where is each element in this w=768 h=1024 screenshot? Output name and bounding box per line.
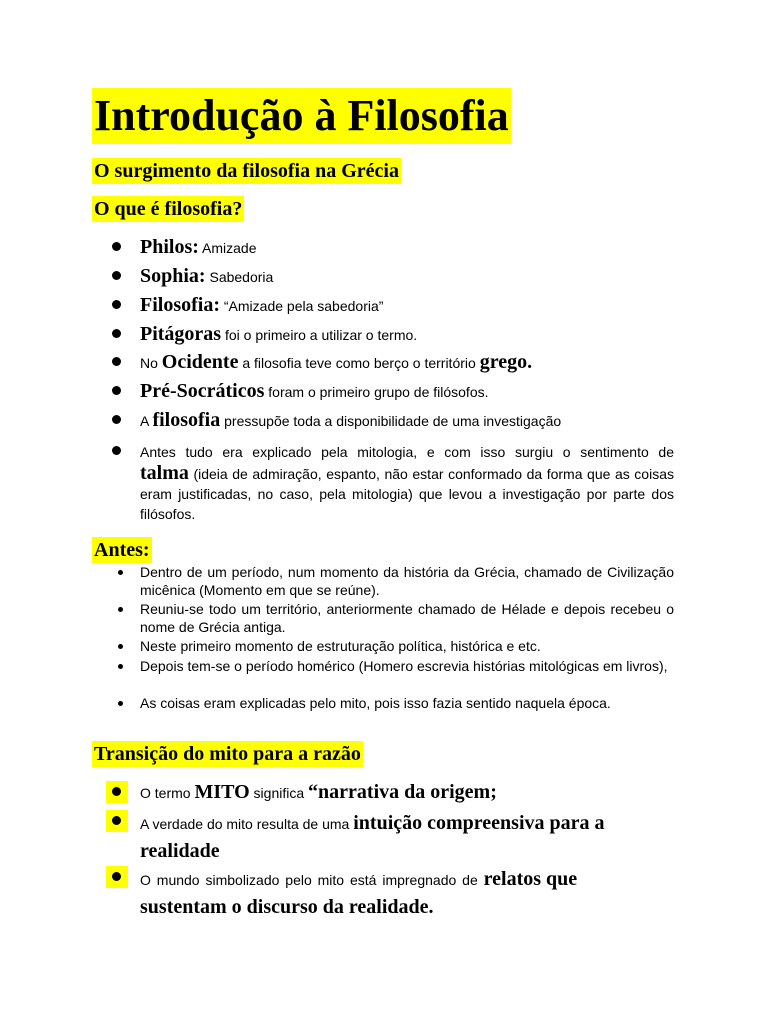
term-philos: Philos: [140, 236, 199, 258]
item-text: “Amizade pela sabedoria” [220, 298, 384, 314]
bullet-icon [118, 701, 123, 706]
term-talma: talma [140, 462, 189, 484]
item-text: Amizade [198, 240, 257, 256]
item-text: Sabedoria [205, 269, 274, 285]
bullet-icon [112, 329, 121, 338]
bullet-icon [112, 300, 121, 309]
item-text: A verdade do mito resulta de uma [140, 816, 354, 832]
item-text: Neste primeiro momento de estruturação política, histórica e etc. [140, 638, 541, 654]
item-text: O mundo simbolizado pelo mito está impregnado de [140, 872, 484, 888]
item-text: As coisas eram explicadas pelo mito, pois isso fazia sentido naquela época. [140, 695, 611, 711]
term-filosofia-2: filosofia [152, 409, 221, 431]
bullet-icon [118, 607, 123, 612]
term-sustentam: sustentam o discurso da realidade. [140, 896, 434, 918]
item-text: a filosofia teve como berço o território [238, 355, 480, 371]
term-grego: grego. [479, 351, 533, 373]
highlight-bullet [106, 781, 128, 803]
term-sophia: Sophia: [140, 265, 206, 287]
section-heading-transicao: Transição do mito para a razão [94, 743, 361, 765]
term-relatos: relatos que [483, 868, 578, 890]
item-text: significa [249, 785, 309, 801]
section-heading-antes: Antes: [94, 539, 150, 561]
item-text: No [140, 355, 162, 371]
bullet-icon [118, 570, 123, 575]
item-text: A [140, 413, 153, 429]
item-text: O termo [140, 785, 195, 801]
term-realidade: realidade [140, 840, 220, 862]
bullet-icon [112, 787, 121, 796]
bullet-icon [112, 872, 121, 881]
bullet-icon [118, 644, 123, 649]
term-narrativa: “narrativa da origem; [308, 781, 497, 803]
term-filosofia: Filosofia: [140, 294, 220, 316]
item-text: foram o primeiro grupo de filósofos. [264, 384, 489, 400]
item-text-line1: Antes tudo era explicado pela mitologia, e com isso surgiu o sentimento de [140, 444, 674, 460]
item-text: Dentro de um período, num momento da história da Grécia, chamado de Civilização micênica (Momento em que se reúne). [140, 564, 674, 598]
term-pitagoras: Pitágoras [140, 323, 222, 345]
bullet-icon [112, 415, 121, 424]
bullet-icon [112, 816, 121, 825]
term-pre-socraticos: Pré-Socráticos [140, 380, 265, 402]
bullet-icon [112, 357, 121, 366]
item-text: (ideia de admiração, espanto, não estar conformado da forma que as coisas eram justificadas, no caso, pela mitologia) que levou a investigação por parte dos filósofos. [140, 466, 674, 522]
highlight-bullet [106, 810, 128, 832]
item-text: pressupõe toda a disponibilidade de uma investigação [220, 413, 562, 429]
item-text: Reuniu-se todo um território, anteriormente chamado de Hélade e depois recebeu o nome de Grécia antiga. [140, 601, 674, 635]
section-heading-what-is-philosophy: O que é filosofia? [94, 198, 243, 220]
item-text: Depois tem-se o período homérico (Homero escrevia histórias mitológicas em livros), [140, 658, 668, 674]
term-mito: MITO [194, 781, 250, 803]
bullet-icon [112, 386, 121, 395]
bullet-icon [112, 446, 121, 455]
term-ocidente: Ocidente [161, 351, 239, 373]
page-title: Introdução à Filosofia [92, 88, 511, 144]
term-intuicao: intuição compreensiva para a [353, 812, 605, 834]
subtitle: O surgimento da filosofia na Grécia [94, 160, 399, 182]
item-text: foi o primeiro a utilizar o termo. [221, 327, 418, 343]
bullet-icon [118, 664, 123, 669]
bullet-icon [112, 242, 121, 251]
highlight-bullet [106, 866, 128, 888]
bullet-icon [112, 271, 121, 280]
